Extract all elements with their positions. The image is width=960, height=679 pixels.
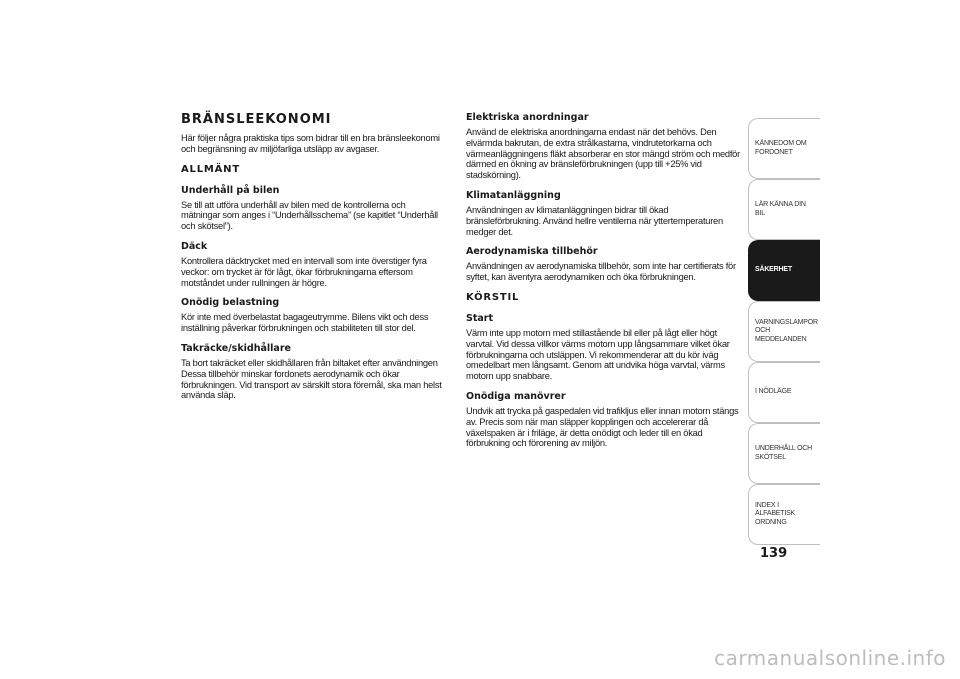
tab-label: KÄNNEDOM OM FORDONET	[755, 140, 807, 156]
tab-i-nodlage[interactable]	[748, 362, 820, 423]
watermark: carmanualsonline.info	[714, 646, 946, 670]
tab-label: INDEX I ALFABETISK ORDNING	[755, 501, 796, 526]
subheading: Onödiga manövrer	[466, 390, 566, 402]
page-number: 139	[760, 546, 788, 561]
tab-label: SÄKERHET	[755, 266, 792, 274]
tab-sakerhet[interactable]	[748, 240, 820, 301]
paragraph: Använd de elektriska anordningarna endast när det behövs. Den elvärmda bakrutan, de extra strålkastarna, vindrutetorkarna och värmeanläggningens fläkt absorberar en stor mängd ström och medför därmed en ökning av bränsleförbrukningen (upp till +25% vid stadskörning).	[466, 127, 740, 181]
tab-label: LÄR KÄNNA DIN BIL	[755, 201, 806, 217]
paragraph: Användningen av aerodynamiska tillbehör, som inte har certifierats för syftet, kan äventyra aerodynamiken och öka förbrukningen.	[466, 261, 736, 283]
paragraph: Värm inte upp motorn med stillastående bil eller på lågt eller högt varvtal. Vid dessa villkor värms motorn upp långsammare vilket ökar förbrukningarna och utsläppen. Vi rekommenderar att du kör iväg omedelbart men långsamt. Genom att undvika höga varvtal, värms motorn upp snabbare.	[466, 327, 730, 382]
paragraph: Se till att utföra underhåll av bilen med de kontrollerna och mätningar som anges i “Underhållsschema” (se kapitlet “Underhåll och skötsel”).	[181, 199, 438, 232]
subheading: Takräcke/skidhållare	[181, 342, 291, 354]
chapter-tabs	[748, 118, 820, 545]
subheading: Start	[466, 312, 494, 324]
subheading: Onödig belastning	[181, 297, 280, 309]
subheading: Däck	[181, 240, 208, 252]
tab-label: UNDERHÅLL OCH SKÖTSEL	[755, 445, 813, 461]
paragraph: Undvik att trycka på gaspedalen vid trafikljus eller innan motorn stängs av. Precis som när man släpper kopplingen och accelererar då växelspaken är i friläge, är detta onödigt och leder till en ökad förbrukning och förorening av miljön.	[466, 405, 739, 449]
page-title: BRÄNSLEEKONOMI	[181, 112, 332, 127]
tab-label: I NÖDLÄGE	[755, 388, 792, 396]
paragraph: Kontrollera däcktrycket med en intervall som inte överstiger fyra veckor: om trycket är för lågt, ökar förbrukningarna eftersom motståndet under rullningen är högre.	[181, 255, 427, 288]
tab-index[interactable]	[748, 484, 820, 545]
tab-kannedom-om-fordonet[interactable]	[748, 118, 820, 179]
paragraph: Användningen av klimatanläggningen bidrar till ökad bränsleförbrukning. Använd hellre ventilerna när yttertemperaturen medger det.	[466, 204, 723, 237]
tab-label: VARNINGSLAMPOR OCH MEDDELANDEN	[755, 318, 818, 343]
subheading: Underhåll på bilen	[181, 184, 280, 196]
subheading: Klimatanläggning	[466, 189, 561, 201]
intro-text: Här följer några praktiska tips som bidrar till en bra bränsleekonomi och begränsning av miljöfarliga utsläpp av avgaser.	[181, 133, 440, 154]
tab-lar-kanna-din-bil[interactable]	[748, 179, 820, 240]
subheading: Elektriska anordningar	[466, 112, 589, 123]
section-heading-allmant: ALLMÄNT	[181, 163, 240, 175]
paragraph: Ta bort takräcket eller skidhållaren från biltaket efter användningen Dessa tillbehör minskar fordonets aerodynamik och ökar förbrukningen. Vid transport av särskilt stora föremål, ska man helst använda släp.	[181, 357, 442, 401]
tab-varningslampor[interactable]	[748, 301, 820, 362]
left-column	[181, 112, 443, 404]
subheading: Aerodynamiska tillbehör	[466, 246, 598, 258]
section-heading-korstil: KÖRSTIL	[466, 291, 520, 303]
tab-underhall-och-skotsel[interactable]	[748, 423, 820, 484]
right-column	[466, 112, 740, 452]
paragraph: Kör inte med överbelastat bagageutrymme. Bilens vikt och dess inställning påverkar förbrukningen och stabiliteten till stor del.	[181, 312, 429, 334]
